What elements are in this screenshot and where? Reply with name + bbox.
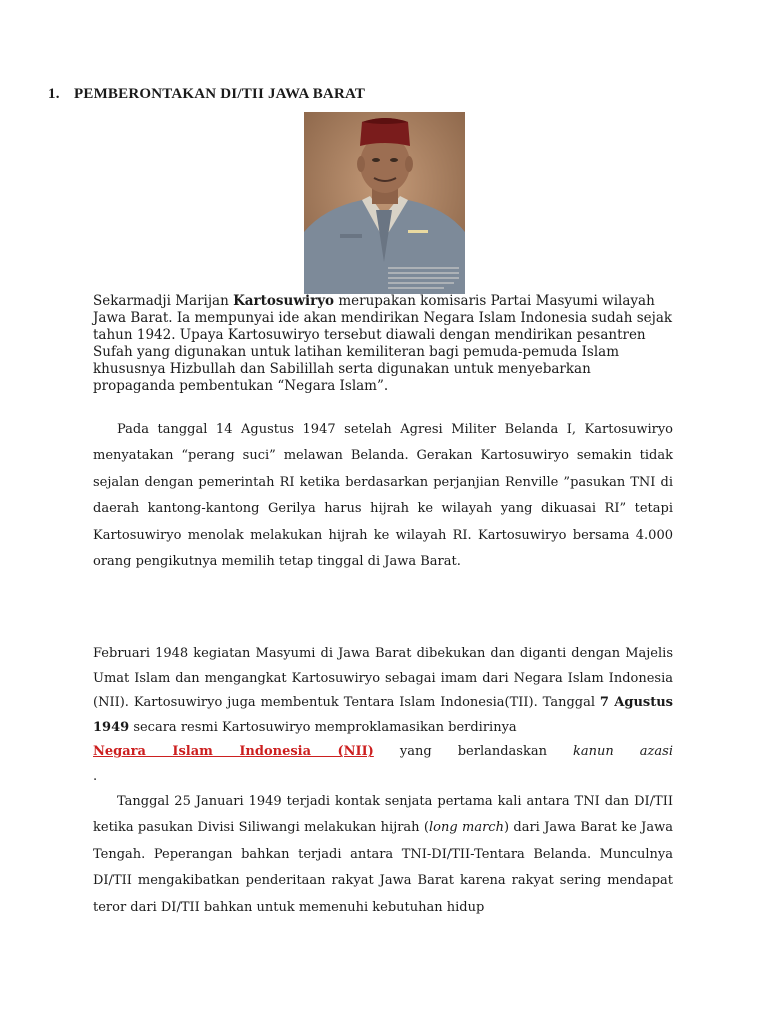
heading-number: 1. [48,86,60,102]
p1-bold-name: Kartosuwiryo [233,293,335,309]
p1-text-c: merupakan komisaris Partai Masyumi wilayah Jawa Barat. Ia mempunyai ide akan mendirikan Negara Islam Indonesia sudah sejak tahun 1942. Upaya Kartosuwiryo tersebut diawali dengan mendirikan pesantren Sufah yang digunakan untuk latihan kemiliteran bagi pemuda-pemuda Islam khususnya Hizbullah dan Sabilillah serta digunakan untuk menyebarkan propaganda pembentukan “Negara Islam”. [93,293,673,394]
p3-italic-term: kanun azasi [573,744,673,760]
p1-text-a: Sekarmadji Marijan [93,293,234,309]
p3-last-line [93,740,673,765]
p4-italic-term: long march [428,820,504,836]
p3-text-c: secara resmi Kartosuwiryo memproklamasikan berdirinya [129,719,517,735]
paragraph-2: Pada tanggal 14 Agustus 1947 setelah Agresi Militer Belanda I, Kartosuwiryo menyatakan “perang suci” melawan Belanda. Gerakan Kartosuwiryo semakin tidak sejalan dengan pemerintah RI ketika berdasarkan perjanjian Renville ”pasukan TNI di daerah kantong-kantong Gerilya harus hijrah ke wilayah yang dikuasai RI” tetapi Kartosuwiryo menolak melakukan hijrah ke wilayah RI. Kartosuwiryo bersama 4.000 orang pengikutnya memilih tetap tinggal di Jawa Barat. [93,422,673,570]
p4-text-a: Tanggal 25 Januari 1949 terjadi kontak senjata pertama kali antara TNI dan DI/TII ketika pasukan Divisi Siliwangi melakukan hijrah ( [93,794,673,836]
paragraph-3 [93,642,673,790]
p4-text-c: ) dari Jawa Barat ke Jawa Tengah. Peperangan bahkan terjadi antara TNI-DI/TII-Tentara Belanda. Munculnya DI/TII mengakibatkan penderitaan rakyat Jawa Barat karena rakyat sering mendapat teror dari DI/TII bahkan untuk memenuhi kebutuhan hidup [93,820,673,915]
portrait-photo [304,112,465,294]
section-heading [48,86,365,103]
portrait-illustration [304,112,465,294]
paragraph-4 [93,789,673,921]
p3-bold-date: 7 Agustus 1949 [93,695,673,735]
heading-title: PEMBERONTAKAN DI/TII JAWA BARAT [74,86,366,102]
nii-link[interactable]: Negara Islam Indonesia (NII) [93,744,374,760]
paragraph-1 [93,293,673,395]
p3-text-a: Februari 1948 kegiatan Masyumi di Jawa Barat dibekukan dan diganti dengan Majelis Umat Islam dan mengangkat Kartosuwiryo sebagai imam dari Negara Islam Indonesia (NII). Kartosuwiryo juga membentuk Tentara Islam Indonesia(TII). Tanggal [93,646,673,711]
p3-period: . [93,768,98,784]
p3-text-d: yang berlandaskan [373,744,574,760]
